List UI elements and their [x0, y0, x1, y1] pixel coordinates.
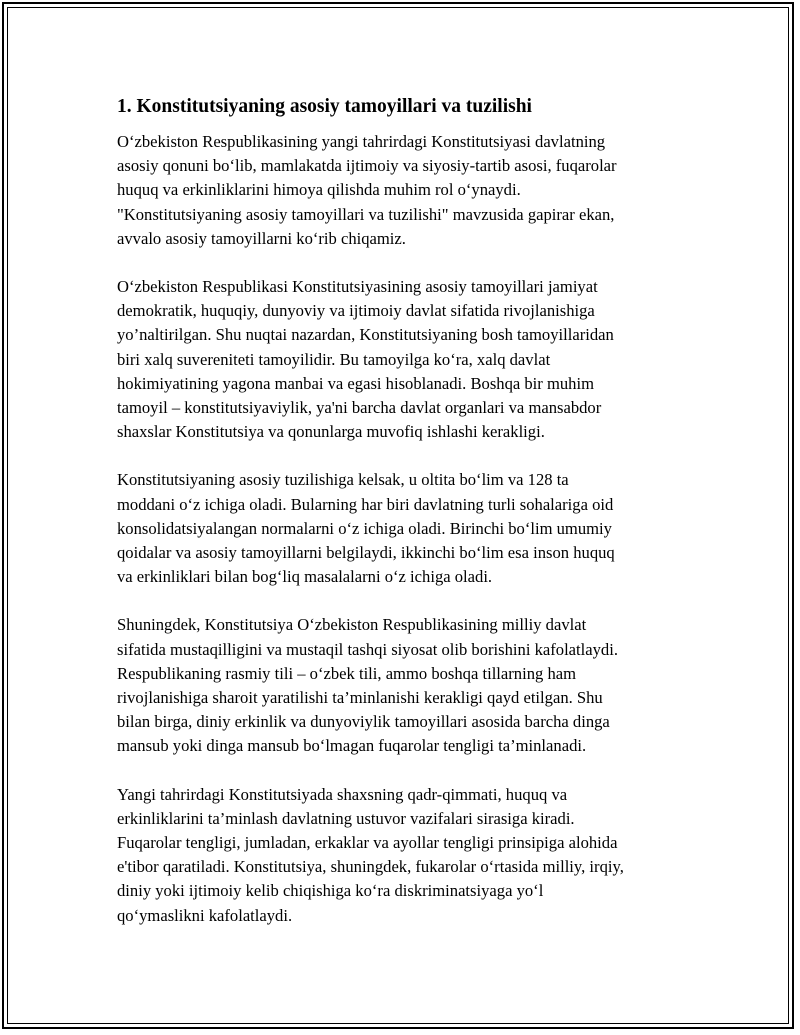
paragraph-intro: O‘zbekiston Respublikasining yangi tahrirdagi Konstitutsiyasi davlatning asosiy qonuni bo‘lib, mamlakatda ijtimoiy va siyosiy-tartib asosi, fuqarolar huquq va erkinliklarini himoya qilishda muhim rol o‘ynaydi. "Konstitutsiyaning asosiy tamoyillari va tuzilishi" mavzusida gapirar ekan, avvalo asosiy tamoyillarni ko‘rib chiqamiz.	[117, 132, 617, 248]
paragraph-rights: Yangi tahrirdagi Konstitutsiyada shaxsning qadr-qimmati, huquq va erkinliklarini ta’minlash davlatning ustuvor vazifalari sirasiga kiradi. Fuqarolar tengligi, jumladan, erkaklar va ayollar tengligi prinsipiga alohida e'tibor qaratiladi. Konstitutsiya, shuningdek, fukarolar o‘rtasida milliy, irqiy, diniy yoki ijtimoiy kelib chiqishiga ko‘ra diskriminatsiyaga yo‘l qo‘ymaslikni kafolatlaydi.	[117, 784, 624, 925]
document-body	[117, 94, 687, 952]
section-heading: 1. Konstitutsiyaning asosiy tamoyillari va tuzilishi	[117, 96, 532, 117]
paragraph-principles: O‘zbekiston Respublikasi Konstitutsiyasining asosiy tamoyillari jamiyat demokratik, huquqiy, dunyoviy va ijtimoiy davlat sifatida rivojlanishiga yo’naltirilgan. Shu nuqtai nazardan, Konstitutsiyaning bosh tamoyillaridan biri xalq suvereniteti tamoyilidir. Bu tamoyilga ko‘ra, xalq davlat hokimiyatining yagona manbai va egasi hisoblanadi. Boshqa bir muhim tamoyil – konstitutsiyaviylik, ya'ni barcha davlat organlari va mansabdor shaxslar Konstitutsiya va qonunlarga muvofiq ishlashi kerakligi.	[117, 277, 614, 442]
paragraph-structure: Konstitutsiyaning asosiy tuzilishiga kelsak, u oltita bo‘lim va 128 ta moddani o‘z ichiga oladi. Bularning har biri davlatning turli sohalariga oid konsolidatsiyalangan normalarni o‘z ichiga oladi. Birinchi bo‘lim umumiy qoidalar va asosiy tamoyillarni belgilaydi, ikkinchi bo‘lim esa inson huquq va erkinliklari bilan bog‘liq masalalarni o‘z ichiga oladi.	[117, 470, 615, 587]
paragraph-independence: Shuningdek, Konstitutsiya O‘zbekiston Respublikasining milliy davlat sifatida mustaqilligini va mustaqil tashqi siyosat olib borishini kafolatlaydi. Respublikaning rasmiy tili – o‘zbek tili, ammo boshqa tillarning ham rivojlanishiga sharoit yaratilishi ta’minlanishi kerakligi qayd etilgan. Shu bilan birga, diniy erkinlik va dunyoviylik tamoyillari asosida barcha dinga mansub yoki dinga mansub bo‘lmagan fuqarolar tengligi ta’minlanadi.	[117, 615, 618, 756]
